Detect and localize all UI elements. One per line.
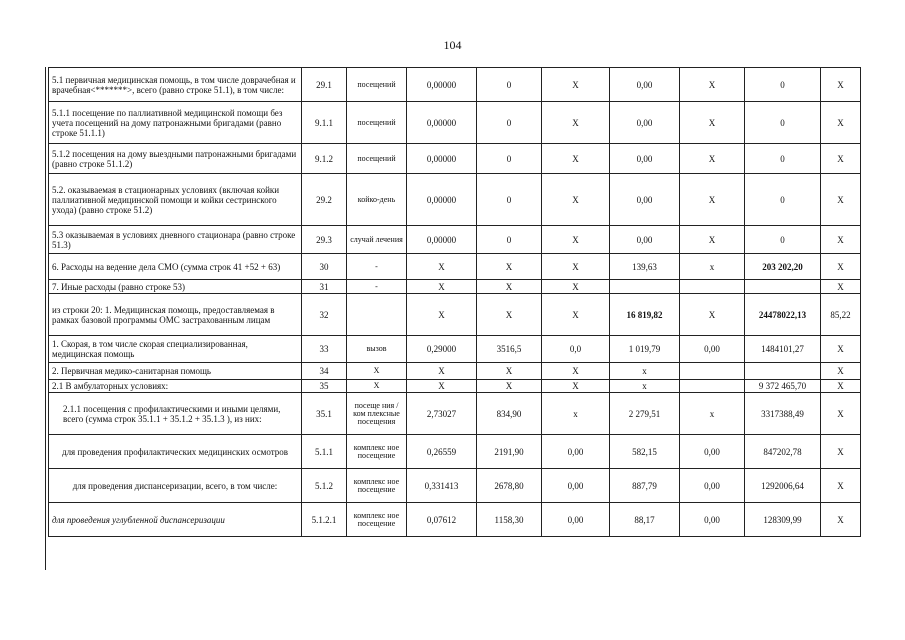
value-cell-1: 0,00000 [407, 174, 477, 226]
table-row [49, 280, 875, 294]
right-edge-cell [861, 380, 875, 393]
value-cell-2: 1158,30 [477, 503, 542, 537]
value-cell-7: Х [821, 254, 861, 280]
value-cell-2: 2678,80 [477, 469, 542, 503]
row-name-cell: 7. Иные расходы (равно строке 53) [49, 280, 302, 294]
value-cell-1: 0,331413 [407, 469, 477, 503]
value-cell-7: Х [821, 280, 861, 294]
value-cell-6: 0 [745, 102, 821, 144]
value-cell-6: 24478022,13 [745, 294, 821, 336]
value-cell-6: 128309,99 [745, 503, 821, 537]
row-code-cell: 29.3 [302, 226, 347, 254]
value-cell-2: 0 [477, 174, 542, 226]
value-cell-4: 887,79 [610, 469, 680, 503]
value-cell-7: Х [821, 435, 861, 469]
unit-cell: случай лечения [347, 226, 407, 254]
row-name-cell: 5.1 первичная медицинская помощь, в том числе доврачебная и врачебная<*******>, всего (равно строке 51.1), в том числе: [49, 68, 302, 102]
unit-cell: комплекс ное посещение [347, 503, 407, 537]
row-code-cell: 5.1.2 [302, 469, 347, 503]
table-row [49, 393, 875, 435]
value-cell-5: Х [680, 102, 745, 144]
value-cell-5 [680, 280, 745, 294]
value-cell-4: 1 019,79 [610, 336, 680, 363]
row-code-cell: 31 [302, 280, 347, 294]
value-cell-7: Х [821, 363, 861, 380]
value-cell-3: Х [542, 363, 610, 380]
value-cell-3: 0,00 [542, 435, 610, 469]
value-cell-4: 16 819,82 [610, 294, 680, 336]
row-name-cell: 6. Расходы на ведение дела СМО (сумма строк 41 +52 + 63) [49, 254, 302, 280]
row-name-cell: 5.1.2 посещения на дому выездными патронажными бригадами (равно строке 51.1.2) [49, 144, 302, 174]
value-cell-3: Х [542, 226, 610, 254]
row-name-cell: 1. Скорая, в том числе скорая специализированная, медицинская помощь [49, 336, 302, 363]
value-cell-4: 139,63 [610, 254, 680, 280]
value-cell-2: Х [477, 363, 542, 380]
value-cell-7: Х [821, 226, 861, 254]
table-row [49, 294, 875, 336]
row-code-cell: 5.1.1 [302, 435, 347, 469]
value-cell-1: 0,07612 [407, 503, 477, 537]
row-name-cell: 2.1.1 посещения с профилактическими и иными целями, всего (сумма строк 35.1.1 + 35.1.2 + 35.1.3 ), из них: [49, 393, 302, 435]
value-cell-4: 88,17 [610, 503, 680, 537]
value-cell-5: 0,00 [680, 503, 745, 537]
value-cell-1: Х [407, 280, 477, 294]
value-cell-2: Х [477, 294, 542, 336]
value-cell-1: 0,00000 [407, 102, 477, 144]
row-name-cell: для проведения диспансеризации, всего, в том числе: [49, 469, 302, 503]
value-cell-3: Х [542, 280, 610, 294]
row-code-cell: 34 [302, 363, 347, 380]
value-cell-6: 1292006,64 [745, 469, 821, 503]
value-cell-7: Х [821, 68, 861, 102]
right-edge-cell [861, 294, 875, 336]
row-code-cell: 33 [302, 336, 347, 363]
unit-cell: вызов [347, 336, 407, 363]
right-edge-cell [861, 503, 875, 537]
value-cell-1: 0,29000 [407, 336, 477, 363]
value-cell-2: Х [477, 280, 542, 294]
value-cell-3: Х [542, 294, 610, 336]
value-cell-1: 0,00000 [407, 68, 477, 102]
unit-cell: койко-день [347, 174, 407, 226]
value-cell-7: Х [821, 469, 861, 503]
value-cell-3: 0,0 [542, 336, 610, 363]
value-cell-3: Х [542, 254, 610, 280]
row-name-cell: для проведения углубленной диспансеризации [49, 503, 302, 537]
right-edge-cell [861, 469, 875, 503]
value-cell-6: 1484101,27 [745, 336, 821, 363]
value-cell-6: 0 [745, 68, 821, 102]
table-row [49, 68, 875, 102]
table-row [49, 503, 875, 537]
value-cell-6 [745, 363, 821, 380]
value-cell-6: 0 [745, 144, 821, 174]
unit-cell: комплекс ное посещение [347, 469, 407, 503]
row-code-cell: 35 [302, 380, 347, 393]
value-cell-6: 0 [745, 226, 821, 254]
table-row [49, 102, 875, 144]
table-row [49, 144, 875, 174]
right-edge-cell [861, 102, 875, 144]
row-code-cell: 35.1 [302, 393, 347, 435]
right-edge-cell [861, 363, 875, 380]
row-name-cell: из строки 20: 1. Медицинская помощь, предоставляемая в рамках базовой программы ОМС застрахованным лицам [49, 294, 302, 336]
data-table [48, 67, 875, 537]
row-name-cell: 2. Первичная медико-санитарная помощь [49, 363, 302, 380]
value-cell-6: 203 202,20 [745, 254, 821, 280]
table-row [49, 380, 875, 393]
value-cell-4: 582,15 [610, 435, 680, 469]
value-cell-4: 0,00 [610, 102, 680, 144]
value-cell-7: Х [821, 336, 861, 363]
value-cell-4: 2 279,51 [610, 393, 680, 435]
value-cell-1: 0,00000 [407, 226, 477, 254]
value-cell-5: Х [680, 144, 745, 174]
table-row [49, 435, 875, 469]
row-code-cell: 9.1.2 [302, 144, 347, 174]
unit-cell: Х [347, 380, 407, 393]
right-edge-cell [861, 174, 875, 226]
right-edge-cell [861, 254, 875, 280]
value-cell-2: Х [477, 380, 542, 393]
row-code-cell: 30 [302, 254, 347, 280]
value-cell-3: 0,00 [542, 469, 610, 503]
value-cell-7: Х [821, 174, 861, 226]
value-cell-5: Х [680, 68, 745, 102]
table-row [49, 336, 875, 363]
row-code-cell: 29.1 [302, 68, 347, 102]
table-row [49, 254, 875, 280]
value-cell-7: Х [821, 102, 861, 144]
right-edge-cell [861, 68, 875, 102]
value-cell-4: 0,00 [610, 68, 680, 102]
value-cell-6: 3317388,49 [745, 393, 821, 435]
unit-cell [347, 294, 407, 336]
value-cell-1: Х [407, 380, 477, 393]
value-cell-1: Х [407, 254, 477, 280]
right-edge-cell [861, 336, 875, 363]
value-cell-7: Х [821, 144, 861, 174]
value-cell-5: 0,00 [680, 469, 745, 503]
value-cell-5: Х [680, 174, 745, 226]
unit-cell: - [347, 280, 407, 294]
value-cell-7: Х [821, 503, 861, 537]
right-edge-cell [861, 226, 875, 254]
value-cell-4: х [610, 363, 680, 380]
right-edge-cell [861, 144, 875, 174]
row-code-cell: 9.1.1 [302, 102, 347, 144]
value-cell-5: 0,00 [680, 435, 745, 469]
value-cell-7: 85,22 [821, 294, 861, 336]
page-number: 104 [443, 38, 462, 52]
value-cell-5: х [680, 393, 745, 435]
unit-cell: комплекс ное посещение [347, 435, 407, 469]
value-cell-3: Х [542, 68, 610, 102]
value-cell-2: 834,90 [477, 393, 542, 435]
value-cell-1: 0,00000 [407, 144, 477, 174]
value-cell-2: 0 [477, 226, 542, 254]
value-cell-4: 0,00 [610, 144, 680, 174]
value-cell-1: 2,73027 [407, 393, 477, 435]
value-cell-3: Х [542, 102, 610, 144]
value-cell-5 [680, 380, 745, 393]
row-code-cell: 29.2 [302, 174, 347, 226]
unit-cell: посещений [347, 144, 407, 174]
table-body [49, 68, 875, 537]
row-name-cell: 2.1 В амбулаторных условиях: [49, 380, 302, 393]
value-cell-4: х [610, 380, 680, 393]
value-cell-1: Х [407, 294, 477, 336]
value-cell-6: 9 372 465,70 [745, 380, 821, 393]
value-cell-5: 0,00 [680, 336, 745, 363]
right-edge-cell [861, 393, 875, 435]
unit-cell: - [347, 254, 407, 280]
value-cell-4 [610, 280, 680, 294]
left-margin-rule [45, 67, 46, 570]
row-name-cell: для проведения профилактических медицинских осмотров [49, 435, 302, 469]
row-code-cell: 5.1.2.1 [302, 503, 347, 537]
value-cell-2: 0 [477, 144, 542, 174]
data-table-container [48, 67, 875, 537]
unit-cell: посещений [347, 102, 407, 144]
value-cell-4: 0,00 [610, 226, 680, 254]
value-cell-5: х [680, 254, 745, 280]
table-row [49, 226, 875, 254]
value-cell-5: Х [680, 226, 745, 254]
table-row [49, 363, 875, 380]
value-cell-3: Х [542, 144, 610, 174]
value-cell-6: 0 [745, 174, 821, 226]
value-cell-3: Х [542, 380, 610, 393]
value-cell-3: Х [542, 174, 610, 226]
value-cell-5 [680, 363, 745, 380]
right-edge-cell [861, 435, 875, 469]
unit-cell: посеще ния / ком плексные посещения [347, 393, 407, 435]
value-cell-7: Х [821, 380, 861, 393]
right-edge-cell [861, 280, 875, 294]
value-cell-7: Х [821, 393, 861, 435]
row-name-cell: 5.1.1 посещение по паллиативной медицинской помощи без учета посещений на дому патронажными бригадами (равно строке 51.1.1) [49, 102, 302, 144]
value-cell-1: 0,26559 [407, 435, 477, 469]
value-cell-2: 3516,5 [477, 336, 542, 363]
row-code-cell: 32 [302, 294, 347, 336]
table-row [49, 174, 875, 226]
value-cell-1: Х [407, 363, 477, 380]
value-cell-6: 847202,78 [745, 435, 821, 469]
table-row [49, 469, 875, 503]
unit-cell: посещений [347, 68, 407, 102]
row-name-cell: 5.2. оказываемая в стационарных условиях (включая койки паллиативной медицинской помощи и койки сестринского ухода) (равно строке 51.2) [49, 174, 302, 226]
value-cell-3: 0,00 [542, 503, 610, 537]
value-cell-4: 0,00 [610, 174, 680, 226]
unit-cell: Х [347, 363, 407, 380]
value-cell-3: х [542, 393, 610, 435]
value-cell-2: 0 [477, 102, 542, 144]
value-cell-5: Х [680, 294, 745, 336]
row-name-cell: 5.3 оказываемая в условиях дневного стационара (равно строке 51.3) [49, 226, 302, 254]
value-cell-2: Х [477, 254, 542, 280]
value-cell-2: 2191,90 [477, 435, 542, 469]
value-cell-2: 0 [477, 68, 542, 102]
value-cell-6 [745, 280, 821, 294]
